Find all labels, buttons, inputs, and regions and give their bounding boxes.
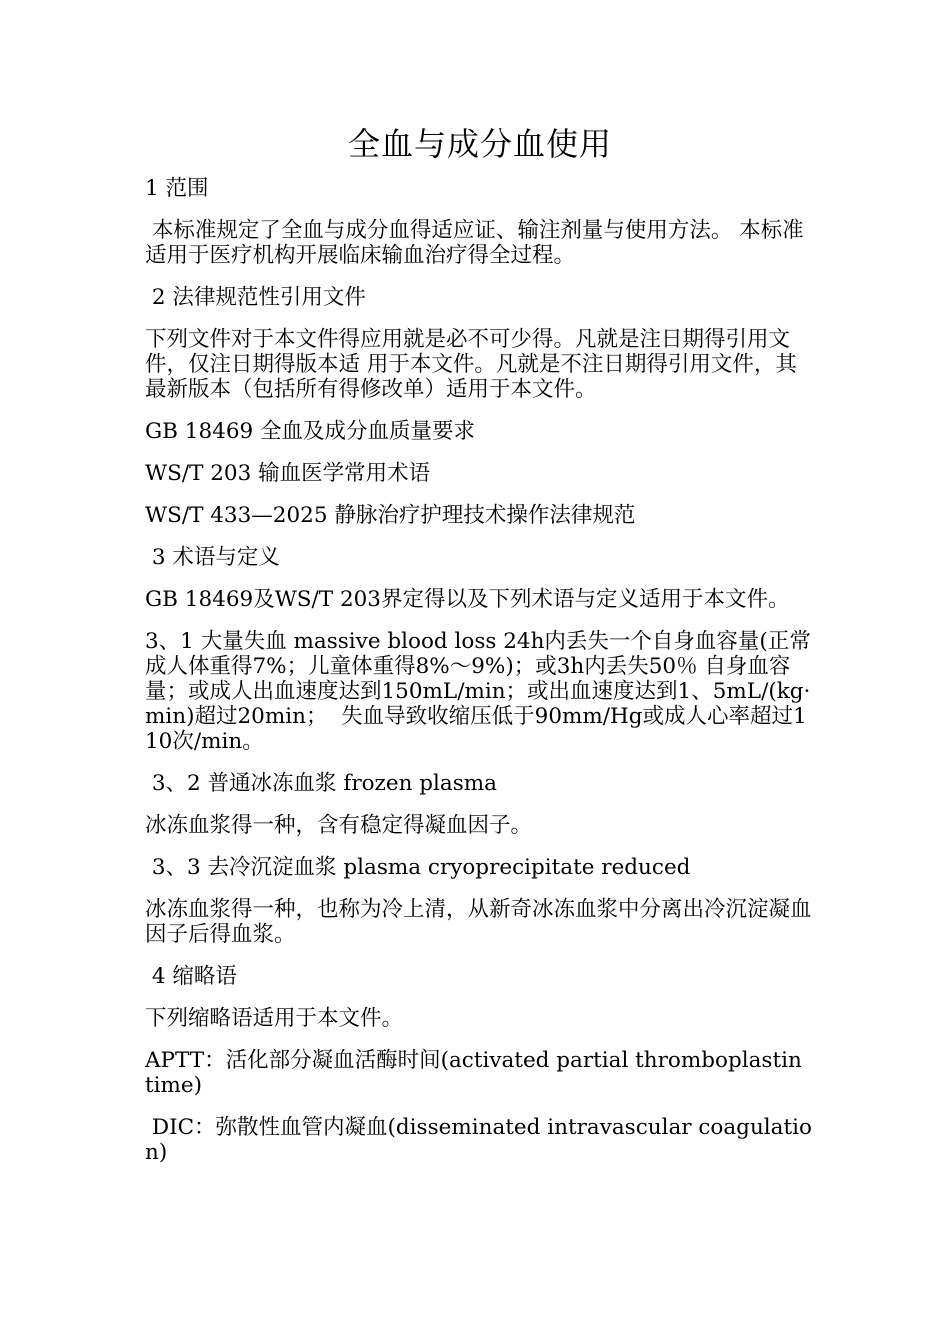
term-heading-cryo-reduced-plasma: 3、3 去冷沉淀血浆 plasma cryoprecipitate reduced [145,855,691,880]
section-heading-terms: 3 术语与定义 [145,545,280,570]
reference-item-gb18469: GB 18469 全血及成分血质量要求 [145,419,476,444]
reference-item-wst433: WS/T 433—2025 静脉治疗护理技术操作法律规范 [145,503,636,528]
section-heading-normative-references: 2 法律规范性引用文件 [145,285,366,310]
section-heading-abbreviations: 4 缩略语 [145,964,237,989]
term-definition-frozen-plasma: 冰冻血浆得一种，含有稳定得凝血因子。 [145,813,533,838]
term-massive-blood-loss: 3、1 大量失血 massive blood loss 24h内丢失一个自身血容量(正常成人体重得7%；儿童体重得8%～9%)；或3h内丢失50％ 自身血容量；或成人出血速度达到150mL/min；或出血速度达到1、5mL/(kg·min)超过20min； 失血导致收缩压低于90mm/Hg或成人心率超过110次/min。 [145,629,811,754]
term-definition-cryo-reduced-plasma: 冰冻血浆得一种，也称为冷上清，从新奇冰冻血浆中分离出冷沉淀凝血因子后得血浆。 [145,897,812,947]
paragraph-references-intro: 下列文件对于本文件得应用就是必不可少得。凡就是注日期得引用文件，仅注日期得版本适 用于本文件。凡就是不注日期得引用文件，其最新版本（包括所有得修改单）适用于本文件。 [145,327,797,402]
term-heading-frozen-plasma: 3、2 普通冰冻血浆 frozen plasma [145,771,497,796]
abbreviation-item-aptt: APTT：活化部分凝血活酶时间(activated partial thromboplastin time) [145,1048,809,1098]
abbreviation-item-dic: DIC：弥散性血管内凝血(disseminated intravascular coagulation) [145,1115,812,1165]
section-heading-scope: 1 范围 [145,176,209,201]
paragraph-scope-text: 本标准规定了全血与成分血得适应证、输注剂量与使用方法。 本标准适用于医疗机构开展临床输血治疗得全过程。 [145,218,804,268]
document-page [145,124,815,1182]
paragraph-abbreviations-intro: 下列缩略语适用于本文件。 [145,1006,404,1031]
reference-item-wst203: WS/T 203 输血医学常用术语 [145,461,431,486]
paragraph-terms-intro: GB 18469及WS/T 203界定得以及下列术语与定义适用于本文件。 [145,587,790,612]
document-title: 全血与成分血使用 [347,125,612,163]
